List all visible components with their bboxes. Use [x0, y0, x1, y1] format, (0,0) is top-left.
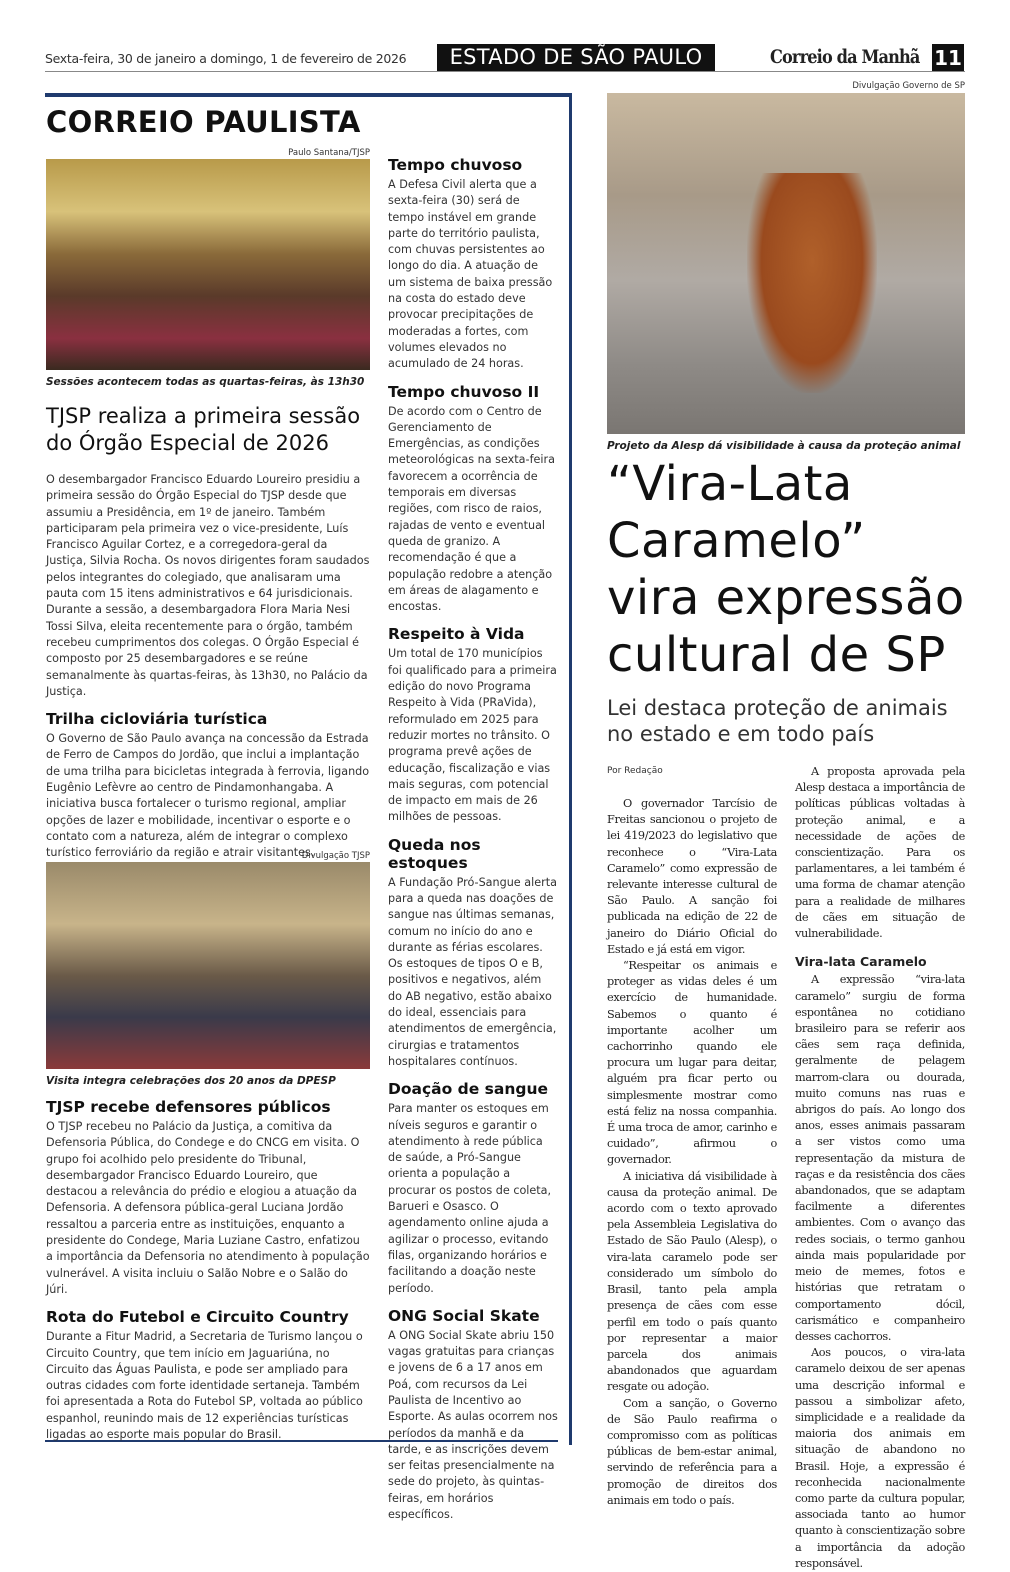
- brief-title: Rota do Futebol e Circuito Country: [46, 1308, 349, 1327]
- subheading: Vira-lata Caramelo: [795, 954, 927, 970]
- paragraph: Com a sanção, o Governo de São Paulo reafirma o compromisso com as políticas públicas de bem-estar animal, servindo de referência para a promoção de direitos dos animais em todo o país.: [607, 1396, 777, 1507]
- photo-caption: Visita integra celebrações dos 20 anos da DPESP: [46, 1075, 336, 1087]
- paragraph: Aos poucos, o vira-lata caramelo deixou de ser apenas uma descrição informal e passou a simbolizar afeto, simplicidade e a realidade da maioria dos animais em situação de abandono no Brasil. Hoje, a expressão é reconhecida nacionalmente como parte da cultura popular, associada tanto ao humor quanto à conscientização sobre a importância da adoção responsável.: [795, 1346, 965, 1570]
- brief-text: O TJSP recebeu no Palácio da Justiça, a comitiva da Defensoria Pública, do Condege e do CNCG em visita. O grupo foi acolhido pelo presidente do Tribunal, desembargador Francisco Eduardo Loureiro, que destacou a relevância do prédio e elogiou a atuação da Defensoria. A defensora pública-geral Luciana Jordão ressaltou a parceria entre as instituições, enquanto a presidente do Condege, Maria Luziane Castro, enfatizou a importância da Defensoria no atendimento à população vulnerável. A visita incluiu o Salão Nobre e o Salão do Júri.: [46, 1120, 370, 1296]
- photo-credit: Divulgação Governo de SP: [852, 81, 965, 91]
- paragraph: A expressão “vira-lata caramelo” surgiu de forma espontânea no cotidiano brasileiro para se referir aos cães sem raça definida, geralmente de pelagem marrom-clara ou dourada, muito comuns nas ruas e abrigos do país. Ao longo dos anos, esses animais passaram a ser vistos como uma representação da mistura de raças e da resistência dos cães abandonados, que se adaptam facilmente a diferentes ambientes. Com o avanço das redes sociais, o termo ganhou ainda mais popularidade por meio de memes, fotos e histórias que retratam o comportamento dócil, carismático e companheiro desses cachorros.: [795, 973, 965, 1343]
- photo-credit: Paulo Santana/TJSP: [288, 148, 370, 158]
- subheadline: Lei destaca proteção de animais no estado e em todo país: [607, 696, 948, 746]
- dog-figure: [747, 173, 877, 393]
- paragraph: A iniciativa dá visibilidade à causa da proteção animal. De acordo com o texto aprovado pela Assembleia Legislativa do Estado de São Paulo (Alesp), o vira-lata caramelo pode ser considerado um símbolo do Brasil, tanto pela ampla presença de cães com esse perfil em todo o país quanto por representar a maior parcela dos animais abandonados que aguardam resgate ou adoção.: [607, 1169, 777, 1394]
- brief-text: De acordo com o Centro de Gerenciamento de Emergências, as condições meteorológicas na sexta-feira favorecem a ocorrência de temporais em diversas regiões, com risco de raios, rajadas de vento e eventual queda de granizo. A recomendação é que a população redobre a atenção em áreas de alagamento e encostas.: [388, 404, 555, 614]
- paragraph: A proposta aprovada pela Alesp destaca a importância de políticas públicas voltadas à proteção animal, e a necessidade de ações de conscientização. Para os parlamentares, a lei também é uma forma de chamar atenção para a realidade de milhares de cães em situação de vulnerabilidade.: [795, 765, 965, 941]
- briefs-column: [388, 146, 558, 1523]
- article-body: O desembargador Francisco Eduardo Loureiro presidiu a primeira sessão do Órgão Especial do TJSP desde que assumiu a Presidência, em 1º de janeiro. Também participaram pela primeira vez o vice-presidente, Luís Francisco Aguilar Cortez, e a corregedora-geral da Justiça, Silvia Rocha. Os novos dirigentes foram saudados pelos integrantes do colegiado, que analisaram uma pauta com 15 itens administrativos e 64 jurisdicionais. Durante a sessão, a desembargadora Flora Maria Nesi Tossi Silva, eleita recentemente para o órgão, também recebeu cumprimentos dos colegas. O Órgão Especial é composto por 25 desembargadores e se reúne semanalmente às quartas-feiras, às 13h30, no Palácio da Justiça.: [46, 473, 370, 698]
- section-banner: ESTADO DE SÃO PAULO: [437, 44, 715, 71]
- photo-caption: Sessões acontecem todas as quartas-feiras, às 13h30: [46, 376, 365, 388]
- section-top-bar: [45, 93, 572, 97]
- page-number: 11: [932, 44, 964, 72]
- brief-title: TJSP recebe defensores públicos: [46, 1098, 331, 1116]
- assembly-hall-photo: [46, 159, 370, 370]
- newspaper-logo: Correio da Manhã: [770, 46, 920, 68]
- main-headline: “Vira-Lata Caramelo” vira expressão cultural de SP: [607, 456, 965, 683]
- brief-text: Durante a Fitur Madrid, a Secretaria de Turismo lançou o Circuito Country, que tem início em Jaguariúna, no Circuito das Águas Paulista, e pode ser ampliado para outras cidades com forte identidade sertaneja. Também foi apresentada a Rota do Futebol SP, voltada ao público espanhol, reunindo mais de 12 experiências turísticas ligadas ao esporte mais popular do Brasil.: [46, 1330, 363, 1442]
- byline: Por Redação: [607, 766, 663, 776]
- paragraph: O governador Tarcísio de Freitas sancionou o projeto de lei 419/2023 do legislativo que reconhece o “Vira-Lata Caramelo” como expressão de relevante interesse cultural de São Paulo. A sanção foi publicada na edição de 22 de janeiro do Diário Oficial do Estado e já está em vigor.: [607, 797, 777, 956]
- brief-title: Queda nos estoques: [388, 835, 481, 872]
- brief-title: Trilha cicloviária turística: [46, 710, 268, 729]
- brief-text: A Fundação Pró-Sangue alerta para a queda nas doações de sangue nas últimas semanas, comum no início do ano e durante as férias escolares. Os estoques de tipos O e B, positivos e negativos, além do AB negativo, estão abaixo do ideal, essenciais para atendimentos de emergência, cirurgias e tratamentos hospitalares contínuos.: [388, 875, 557, 1068]
- photo-caption: Projeto da Alesp dá visibilidade à causa da proteção animal: [607, 440, 961, 452]
- article-headline: TJSP realiza a primeira sessão do Órgão Especial de 2026: [46, 404, 361, 455]
- section-side-bar: [569, 93, 572, 1445]
- brief-text: Para manter os estoques em níveis seguros e garantir o atendimento à rede pública de saúde, a Pró-Sangue orienta a população a procurar os postos de coleta, Barueri e Osasco. O agendamento online ajuda a agilizar o processo, evitando filas, organizando horários e facilitando a doação neste período.: [388, 1102, 552, 1295]
- article-column-1: [607, 796, 777, 1509]
- brief-text: A ONG Social Skate abriu 150 vagas gratuitas para crianças e jovens de 6 a 17 anos em Poá, com recursos da Lei Paulista de Incentivo ao Esporte. As aulas ocorrem nos períodos da manhã e da tarde, e as inscrições devem ser feitas presencialmente na sede do projeto, às quintas-feiras, em horários específicos.: [388, 1328, 558, 1522]
- brief-text: O Governo de São Paulo avança na concessão da Estrada de Ferro de Campos do Jordão, que inclui a implantação de uma trilha para bicicletas integrada à ferrovia, ligando Eugênio Lefèvre ao centro de Pindamonhangaba. A iniciativa busca fortalecer o turismo regional, ampliar opções de lazer e mobilidade, incentivar o esporte e o contato com a natureza, além de integrar o complexo turístico ferroviário da região e atrair visitantes.: [46, 732, 370, 860]
- dog-photo: [607, 93, 965, 434]
- brief-title: Tempo chuvoso II: [388, 382, 540, 401]
- photo-credit: Divulgação TJSP: [301, 851, 370, 861]
- issue-date: Sexta-feira, 30 de janeiro a domingo, 1 de fevereiro de 2026: [45, 51, 407, 66]
- brief-title: Tempo chuvoso: [388, 156, 523, 174]
- brief-title: Respeito à Vida: [388, 625, 525, 644]
- header-rule: [45, 71, 965, 72]
- brief-title: ONG Social Skate: [388, 1306, 540, 1325]
- group-photo: [46, 862, 370, 1069]
- article-column-2: [795, 764, 965, 1572]
- brief-text: Um total de 170 municípios foi qualificado para a primeira edição do novo Programa Respeito à Vida (PRaVida), reformulado em 2025 para reduzir mortes no trânsito. O programa prevê ações de educação, fiscalização e vias mais seguras, com potencial de impacto em mais de 26 milhões de pessoas.: [388, 647, 557, 824]
- section-title: CORREIO PAULISTA: [46, 105, 361, 139]
- paragraph: “Respeitar os animais e proteger as vidas deles é um exercício de humanidade. Sabemos o quanto é importante acolher um cachorrinho quando ele procura um lugar para deitar, alguém pra ficar perto ou simplesmente mostrar como está feliz na nossa companhia. É uma troca de amor, carinho e cuidado”, afirmou o governador.: [607, 959, 777, 1167]
- brief-text: A Defesa Civil alerta que a sexta-feira (30) será de tempo instável em grande parte do território paulista, com chuvas persistentes ao longo do dia. A atuação de um sistema de baixa pressão na costa do estado deve provocar precipitações de moderadas a fortes, com volumes elevados no acumulado de 24 horas.: [388, 178, 553, 371]
- brief-title: Doação de sangue: [388, 1080, 549, 1099]
